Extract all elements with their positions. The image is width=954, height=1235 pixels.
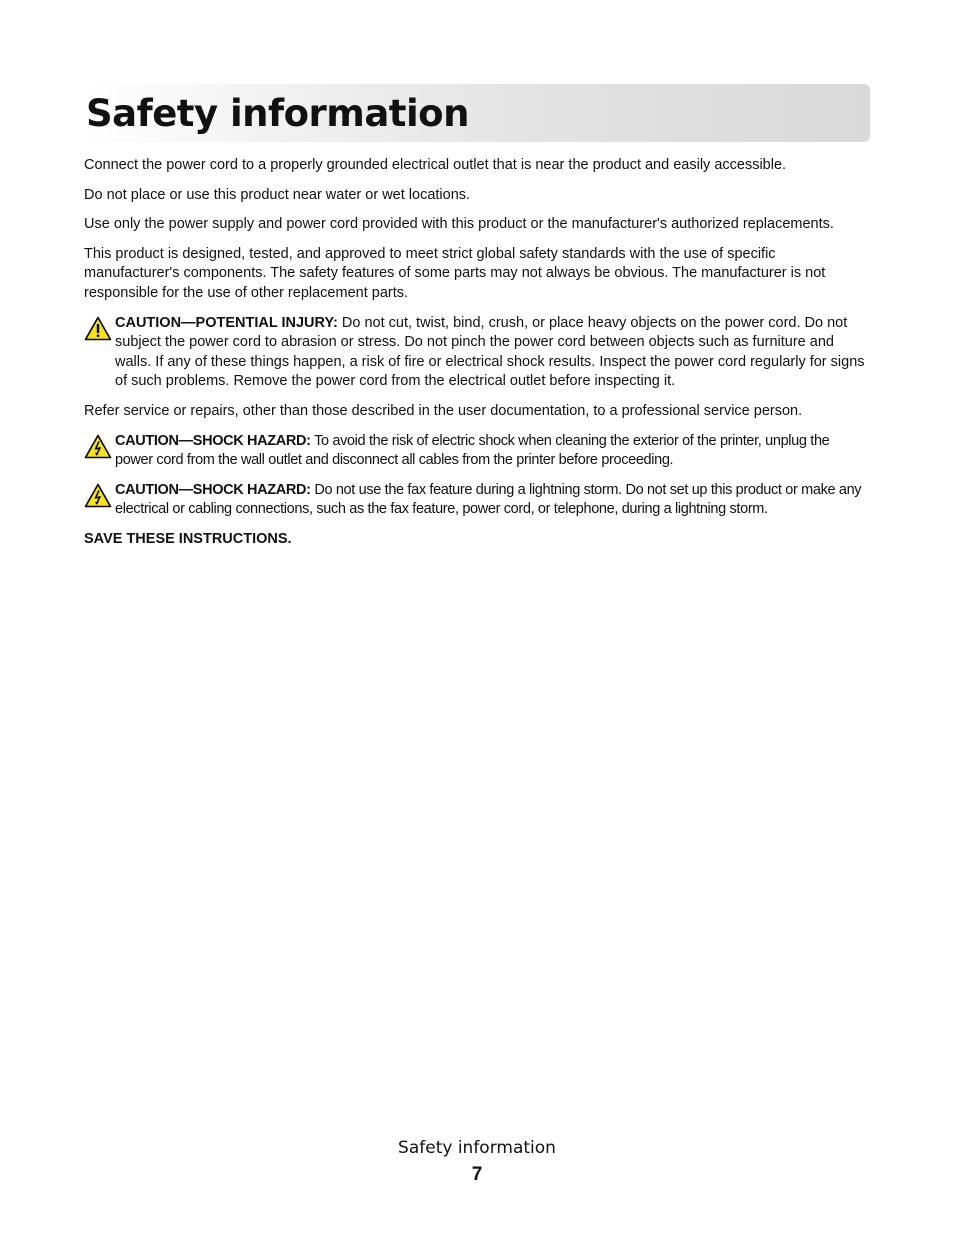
shock-hazard-icon [84, 483, 115, 508]
paragraph-water: Do not place or use this product near water or wet locations. [84, 186, 471, 203]
paragraph-safety-standards: This product is designed, tested, and approved to meet strict global safety standards with the use of specific manufacturer's components. The safety features of some parts may not always be obvious. The manufacturer is not responsible for the use of other replacement parts. [84, 245, 826, 301]
page-title: Safety information [86, 91, 469, 135]
caution-body: Do not cut, twist, bind, crush, or place heavy objects on the power cord. Do not subject the power cord to abrasion or stress. Do not pinch the power cord between objects such as furniture and walls. If any of these things happen, a risk of fire or electrical shock results. Inspect the power cord regularly for signs of such problems. Remove the power cord from the electrical outlet before inspecting it. [115, 314, 865, 390]
caution-body: To avoid the risk of electric shock when cleaning the exterior of the printer, unplug the power cord from the wall outlet and disconnect all cables from the printer before proceeding. [115, 432, 830, 469]
warning-icon [84, 316, 115, 341]
caution-shock-hazard-cleaning [84, 432, 870, 471]
caution-shock-hazard-lightning-text [115, 481, 870, 520]
page-footer [0, 1138, 954, 1186]
caution-label: CAUTION—POTENTIAL INJURY: [115, 314, 338, 331]
caution-potential-injury [84, 314, 870, 392]
shock-hazard-icon [84, 434, 115, 459]
page-number: 7 [471, 1164, 483, 1185]
paragraph-power-outlet: Connect the power cord to a properly grounded electrical outlet that is near the product and easily accessible. [84, 157, 787, 173]
page-content [84, 84, 870, 550]
caution-shock-hazard-cleaning-text [115, 432, 870, 471]
footer-section-title: Safety information [398, 1138, 556, 1158]
caution-label: CAUTION—SHOCK HAZARD: [115, 481, 311, 498]
save-instructions: SAVE THESE INSTRUCTIONS. [84, 530, 292, 547]
title-banner [84, 84, 870, 142]
caution-body: Do not use the fax feature during a lightning storm. Do not set up this product or make any electrical or cabling connections, such as the fax feature, power cord, or telephone, during a lightning storm. [115, 481, 862, 518]
caution-shock-hazard-lightning [84, 481, 870, 520]
paragraph-power-supply: Use only the power supply and power cord provided with this product or the manufacturer's authorized replacements. [84, 216, 834, 233]
paragraph-service: Refer service or repairs, other than those described in the user documentation, to a professional service person. [84, 402, 803, 419]
caution-potential-injury-text [115, 314, 870, 392]
caution-label: CAUTION—SHOCK HAZARD: [115, 432, 311, 449]
